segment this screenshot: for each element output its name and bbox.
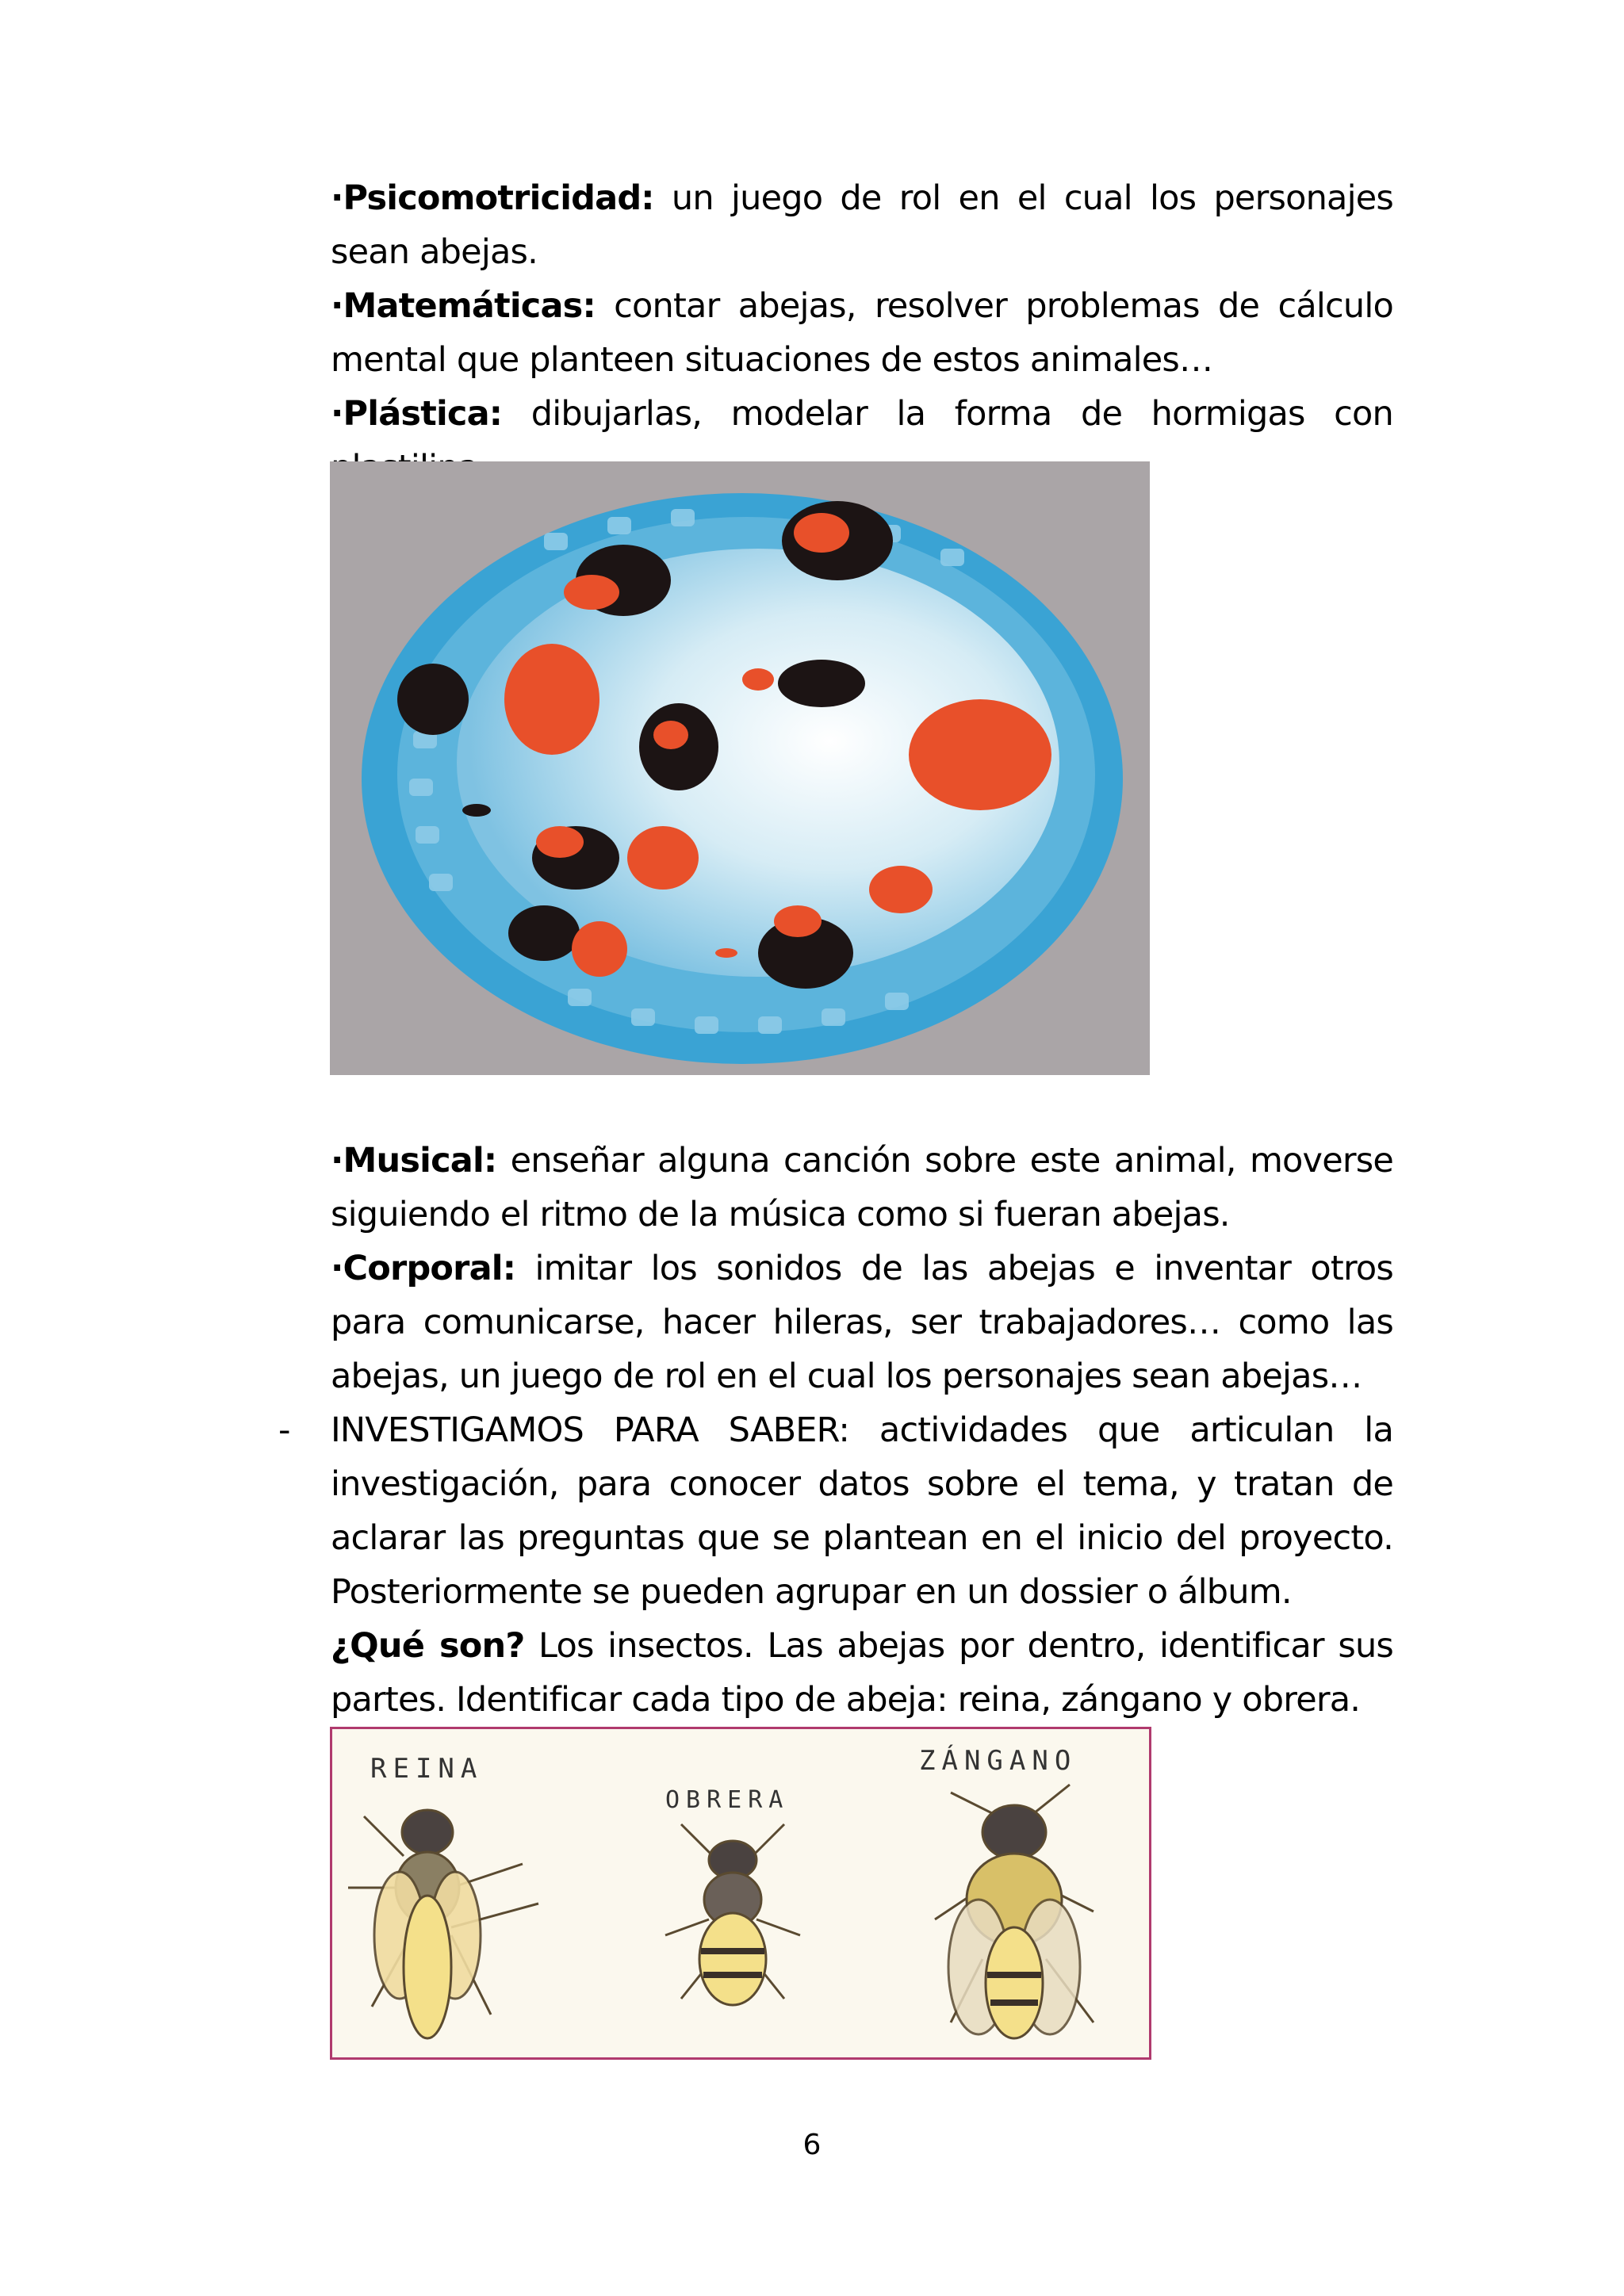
text-plastica: dibujarlas, modelar la forma de hormigas con (530, 394, 1393, 434)
paragraph-matematicas (331, 279, 1393, 387)
paragraph-corporal (331, 1242, 1393, 1403)
label-que-son: ¿Qué son? (331, 1626, 525, 1666)
text-corporal: imitar los sonidos de las abejas e inventar otros para comunicarse, hacer hileras, ser trabajadores… como las abejas, un juego de rol en el cual los personajes sean abejas… (331, 1249, 1393, 1396)
list-dash: - (278, 1410, 291, 1450)
plasticine-bees-photo (330, 461, 1150, 1075)
label-musical: ·Musical: (331, 1141, 497, 1181)
text-investigamos: INVESTIGAMOS PARA SABER: actividades que articulan la investigación, para conocer datos sobre el tema, y tratan de aclarar las preguntas que se plantean en el inicio del proyecto. Posteriormente se pueden agrupar en un dossier o álbum. (331, 1410, 1393, 1612)
text-psicomotricidad: un juego de rol en el cual los personajes sean abejas. (331, 178, 1393, 272)
text-musical: enseñar alguna canción sobre este animal, moverse siguiendo el ritmo de la música como si fueran abejas. (331, 1141, 1393, 1234)
text-block-middle (331, 1134, 1393, 1727)
page-number: 6 (802, 2129, 822, 2161)
text-que-son: Los insectos. Las abejas por dentro, identificar sus partes. Identificar cada tipo de abeja: reina, zángano y obrera. (331, 1626, 1393, 1720)
bee-types-drawing (330, 1727, 1151, 2060)
paragraph-investigamos (331, 1403, 1393, 1619)
label-corporal: ·Corporal: (331, 1249, 516, 1288)
label-matematicas: ·Matemáticas: (331, 286, 596, 326)
paragraph-que-son (331, 1619, 1393, 1727)
label-reina: REINA (370, 1753, 484, 1785)
label-zangano: ZÁNGANO (919, 1745, 1078, 1777)
paragraph-musical (331, 1134, 1393, 1242)
paragraph-psicomotricidad (331, 171, 1393, 279)
queen-bee-icon (348, 1810, 538, 2038)
label-obrera: OBRERA (665, 1786, 790, 1814)
label-psicomotricidad: ·Psicomotricidad: (331, 178, 654, 218)
text-block-top (331, 171, 1393, 495)
drone-bee-icon (935, 1785, 1094, 2038)
label-plastica: ·Plástica: (331, 394, 503, 434)
worker-bee-icon (665, 1824, 800, 2005)
text-matematicas: contar abejas, resolver problemas de cálculo mental que planteen situaciones de estos animales… (331, 286, 1393, 380)
